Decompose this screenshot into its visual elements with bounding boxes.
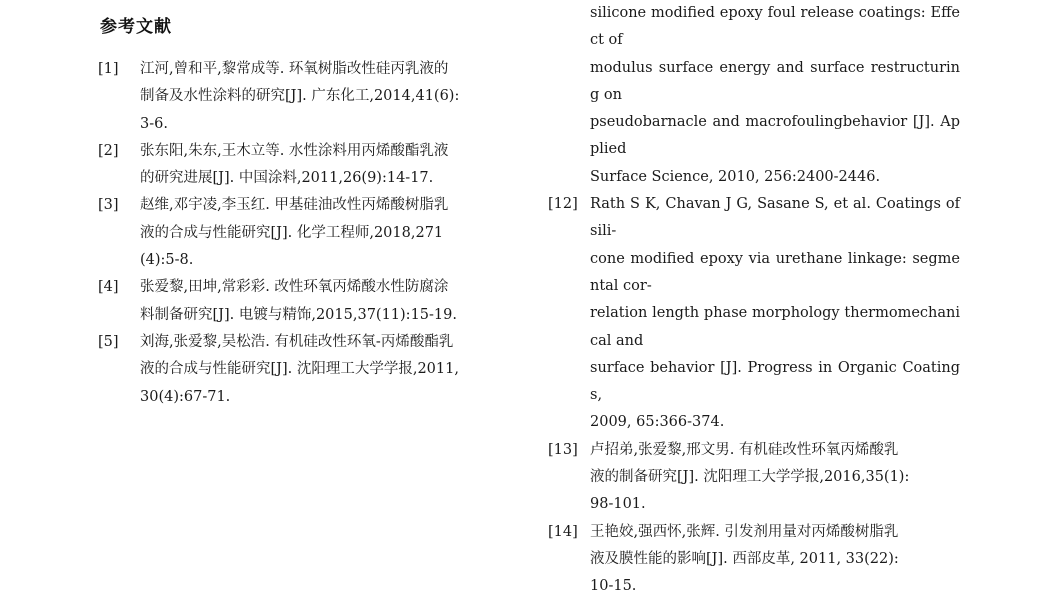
- reference-number: [3]: [98, 197, 119, 214]
- reference-text: [590, 437, 960, 519]
- reference-number: [1]: [98, 61, 119, 77]
- reference-line: 30(4):67-71.: [140, 388, 231, 405]
- reference-line: 江河,曾和平,黎常成等. 环氧树脂改性硅丙乳液的: [140, 61, 449, 77]
- reference-line: 张东阳,朱东,王木立等. 水性涂料用丙烯酸酯乳液: [140, 142, 449, 159]
- reference-line: cone modified epoxy via urethane linkage: segmental cor-: [590, 250, 960, 294]
- reference-text: [590, 191, 960, 437]
- right-column: [548, 0, 960, 601]
- reference-line: 刘海,张爱黎,吴松浩. 有机硅改性环氧-丙烯酸酯乳: [140, 333, 454, 350]
- reference-item: [98, 274, 510, 329]
- reference-line: Rath S K, Chavan J G, Sasane S, et al. Coatings of sili-: [590, 196, 960, 240]
- reference-line: 张爱黎,田坤,常彩彩. 改性环氧丙烯酸水性防腐涂: [140, 279, 449, 296]
- reference-line: 的研究进展[J]. 中国涂料,2011,26(9):14-17.: [140, 170, 434, 187]
- reference-line: Surface Science, 2010, 256:2400-2446.: [590, 168, 881, 185]
- reference-text: [140, 138, 510, 193]
- reference-line: 料制备研究[J]. 电镀与精饰,2015,37(11):15-19.: [140, 306, 457, 323]
- reference-line: 2009, 65:366-374.: [590, 414, 725, 431]
- reference-item: [548, 191, 960, 437]
- reference-line: silicone modified epoxy foul release coatings: Effect of: [590, 5, 960, 49]
- reference-line: 制备及水性涂料的研究[J]. 广东化工,2014,41(6):: [140, 88, 460, 105]
- reference-text: [140, 329, 510, 411]
- reference-item: [98, 192, 510, 274]
- reference-item: [548, 519, 960, 601]
- reference-item: [98, 329, 510, 411]
- reference-line: 98-101.: [590, 496, 646, 513]
- reference-line: 赵维,邓宇凌,李玉红. 甲基硅油改性丙烯酸树脂乳: [140, 197, 449, 214]
- reference-item: [98, 56, 510, 138]
- reference-line: 液的合成与性能研究[J]. 沈阳理工大学学报,2011,: [140, 361, 459, 378]
- reference-line: relation length phase morphology thermomechanical and: [590, 305, 960, 349]
- reference-number: [14]: [548, 523, 578, 540]
- reference-number: [12]: [548, 196, 578, 213]
- reference-item: [98, 138, 510, 193]
- reference-text: [590, 519, 960, 601]
- reference-line: surface behavior [J]. Progress in Organic Coatings,: [590, 359, 960, 404]
- reference-text: [140, 192, 510, 274]
- reference-line: pseudobarnacle and macrofoulingbehavior [J]. Applied: [590, 114, 960, 158]
- left-column: [98, 56, 510, 411]
- reference-continuation: [548, 0, 960, 191]
- reference-item: [548, 437, 960, 519]
- reference-number: [2]: [98, 142, 119, 159]
- reference-line: (4):5-8.: [140, 252, 194, 269]
- reference-line: 3-6.: [140, 115, 168, 132]
- reference-number: [5]: [98, 333, 119, 350]
- reference-line: 王艳姣,强西怀,张辉. 引发剂用量对丙烯酸树脂乳: [590, 523, 899, 540]
- reference-line: modulus surface energy and surface restructuring on: [590, 59, 960, 103]
- reference-line: 10-15.: [590, 578, 637, 595]
- reference-line: 液的制备研究[J]. 沈阳理工大学学报,2016,35(1):: [590, 469, 910, 486]
- reference-text: [140, 274, 510, 329]
- reference-number: [13]: [548, 441, 578, 458]
- reference-line: 卢招弟,张爱黎,邢文男. 有机硅改性环氧丙烯酸乳: [590, 441, 899, 458]
- reference-line: 液及膜性能的影响[J]. 西部皮革, 2011, 33(22):: [590, 550, 899, 567]
- reference-text: [140, 56, 510, 138]
- reference-line: 液的合成与性能研究[J]. 化学工程师,2018,271: [140, 224, 444, 241]
- references-heading: 参考文献: [100, 17, 172, 37]
- reference-number: [4]: [98, 279, 119, 296]
